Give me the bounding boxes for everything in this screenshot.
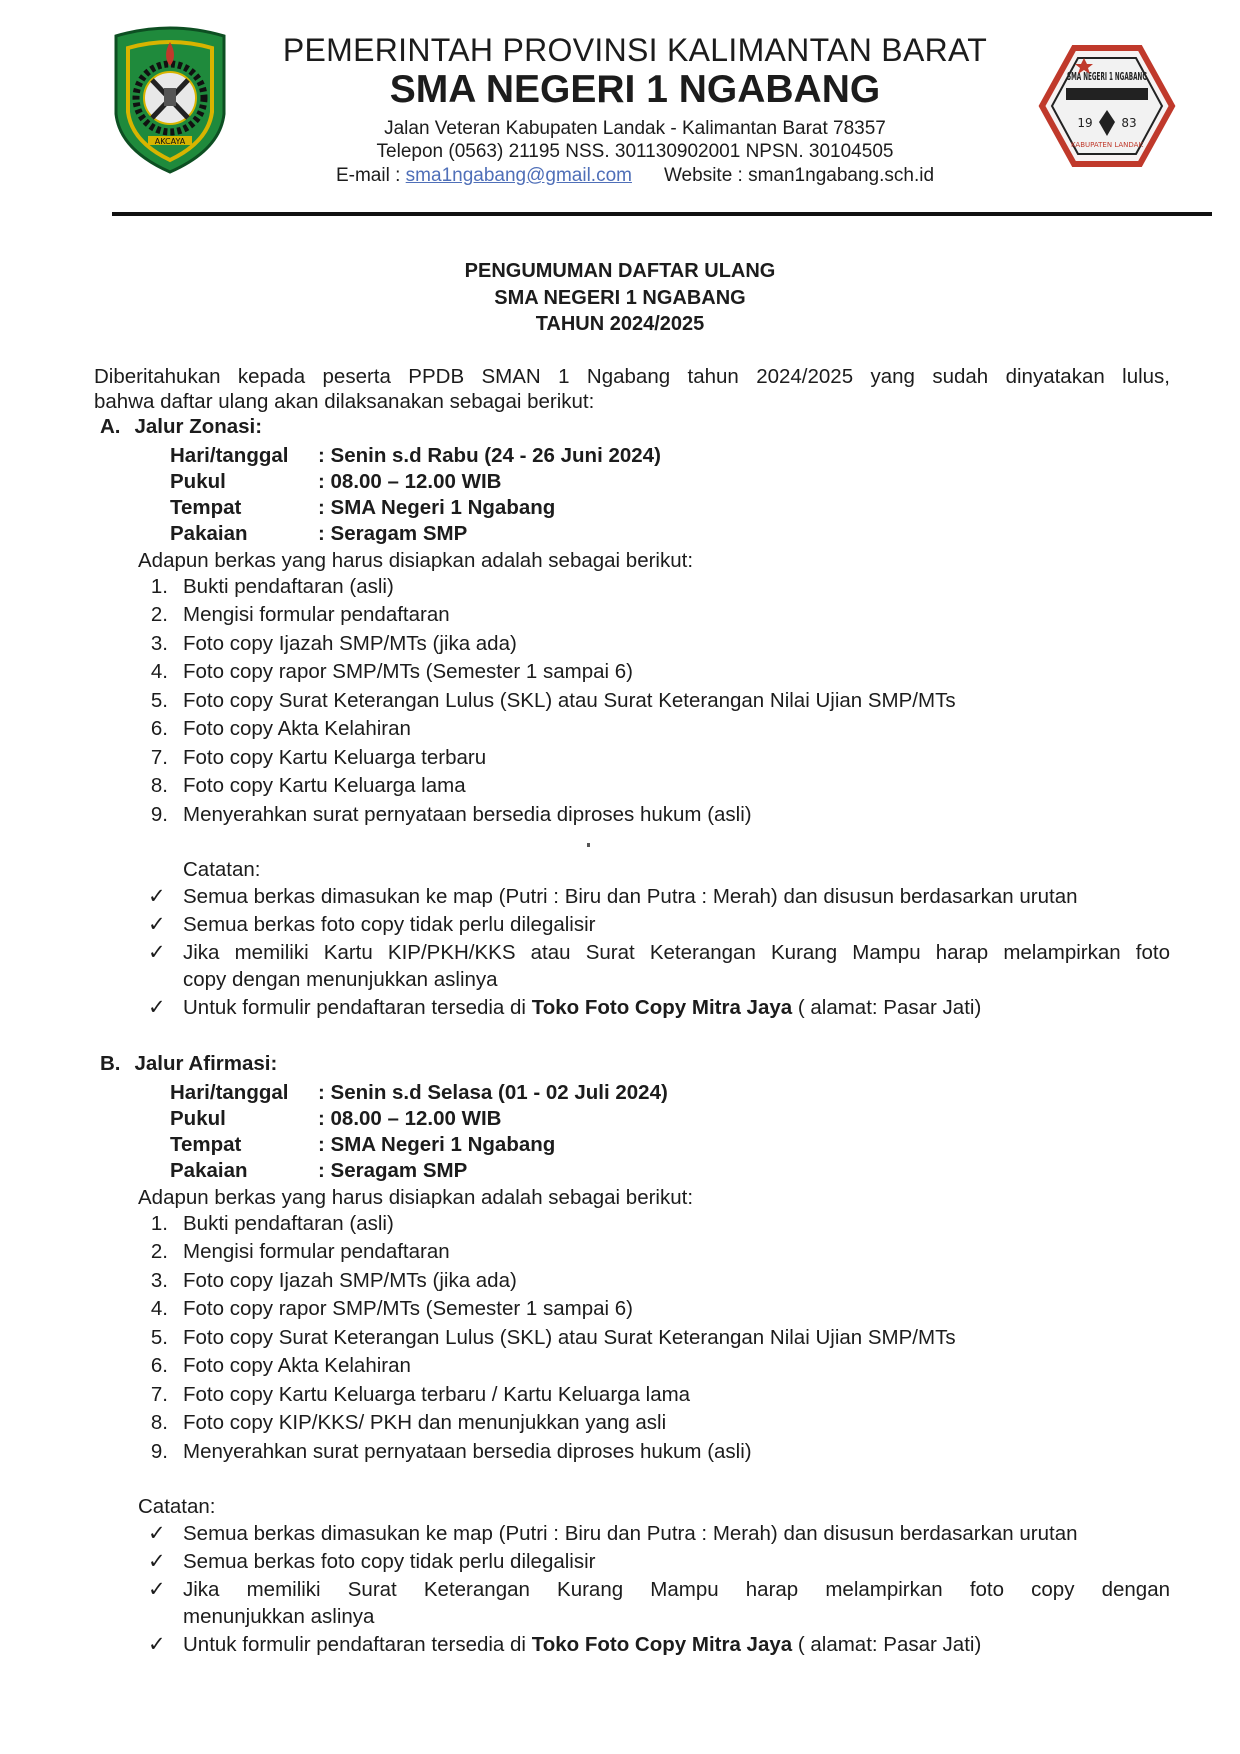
note-item-shop [183,1635,981,1656]
detail-key: Pakaian [170,522,248,545]
note-text: Untuk formulir pendaftaran tersedia di [183,996,532,1019]
checkmark-icon: ✓ [148,1550,166,1573]
detail-value: : Senin s.d Selasa (01 - 02 Juli 2024) [318,1081,668,1104]
note-item-line-2: copy dengan menunjukkan aslinya [183,968,498,991]
list-item: Mengisi formular pendaftaran [183,1240,450,1263]
list-item: Foto copy Kartu Keluarga lama [183,774,466,797]
checkmark-icon: ✓ [148,996,166,1019]
announcement-school: SMA NEGERI 1 NGABANG [494,287,746,309]
checkmark-icon: ✓ [148,913,166,936]
checkmark-icon: ✓ [148,885,166,908]
emblem-year-left: 19 [1077,116,1093,130]
list-number: 6. [150,1354,168,1377]
list-number: 8. [150,774,168,797]
detail-key: Tempat [170,496,242,519]
note-item-line-1: Jika memiliki Kartu KIP/PKH/KKS atau Surat Keterangan Kurang Mampu harap melampirkan foto [183,941,1170,964]
section-letter: A. [100,415,121,438]
scan-speck [587,843,590,847]
email-website-line [250,166,1020,185]
note-item-shop [183,998,981,1019]
list-item: Foto copy Akta Kelahiran [183,717,411,740]
list-item: Bukti pendaftaran (asli) [183,575,394,598]
notes-label: Catatan: [183,858,261,881]
list-item: Menyerahkan surat pernyataan bersedia diproses hukum (asli) [183,1440,752,1463]
provincial-emblem-logo [108,22,232,174]
list-number: 1. [150,1212,168,1235]
note-text: ( alamat: Pasar Jati) [792,1633,982,1656]
list-item: Mengisi formular pendaftaran [183,603,450,626]
note-item-line-1: Jika memiliki Surat Keterangan Kurang Mampu harap melampirkan foto copy dengan [183,1578,1170,1601]
list-number: 3. [150,632,168,655]
detail-key: Pukul [170,470,226,493]
list-item: Bukti pendaftaran (asli) [183,1212,394,1235]
section-letter: B. [100,1052,121,1075]
emblem-ribbon-text: KABUPATEN LANDAK [1070,141,1144,149]
note-text: ( alamat: Pasar Jati) [792,996,982,1019]
school-address: Jalan Veteran Kabupaten Landak - Kalimantan Barat 78357 [384,118,886,139]
website-text: Website : sman1ngabang.sch.id [663,165,935,186]
letterhead-divider [112,212,1212,216]
detail-value: : SMA Negeri 1 Ngabang [318,496,556,519]
list-item: Foto copy Surat Keterangan Lulus (SKL) atau Surat Keterangan Nilai Ujian SMP/MTs [183,1326,956,1349]
logo-motto: AKCAYA [154,137,186,146]
email-label: E-mail : [335,165,401,186]
list-item: Foto copy Kartu Keluarga terbaru [183,746,487,769]
list-item: Foto copy Kartu Keluarga terbaru / Kartu Keluarga lama [183,1383,691,1406]
list-number: 5. [150,1326,168,1349]
list-number: 2. [150,603,168,626]
list-number: 9. [150,803,168,826]
announcement-year: TAHUN 2024/2025 [535,313,705,335]
detail-value: : 08.00 – 12.00 WIB [318,1107,502,1130]
detail-key: Pukul [170,1107,226,1130]
email-link[interactable]: sma1ngabang@gmail.com [405,165,632,186]
detail-value: : 08.00 – 12.00 WIB [318,470,502,493]
detail-key: Pakaian [170,1159,248,1182]
list-item: Foto copy KIP/KKS/ PKH dan menunjukkan yang asli [183,1411,667,1434]
shop-name: Toko Foto Copy Mitra Jaya [531,996,793,1019]
list-item: Foto copy Ijazah SMP/MTs (jika ada) [183,632,517,655]
detail-value: : Seragam SMP [318,1159,468,1182]
list-number: 9. [150,1440,168,1463]
list-item: Foto copy Akta Kelahiran [183,1354,411,1377]
section-b-heading [100,1054,277,1075]
emblem-year-right: 83 [1121,116,1137,130]
note-text: Untuk formulir pendaftaran tersedia di [183,1633,532,1656]
emblem-lettering: SMA NEGERI 1 NGABANG [1067,70,1147,83]
notes-label: Catatan: [138,1495,216,1518]
list-item: Foto copy Surat Keterangan Lulus (SKL) atau Surat Keterangan Nilai Ujian SMP/MTs [183,689,956,712]
list-number: 8. [150,1411,168,1434]
checkmark-icon: ✓ [148,1633,166,1656]
detail-key: Hari/tanggal [170,444,289,467]
section-title: Jalur Afirmasi: [134,1052,278,1075]
detail-key: Hari/tanggal [170,1081,289,1104]
intro-line-1: Diberitahukan kepada peserta PPDB SMAN 1 Ngabang tahun 2024/2025 yang sudah dinyatakan lulus, [94,365,1170,388]
files-intro: Adapun berkas yang harus disiapkan adalah sebagai berikut: [138,1186,694,1209]
list-number: 4. [150,1297,168,1320]
list-item: Foto copy rapor SMP/MTs (Semester 1 sampai 6) [183,1297,634,1320]
checkmark-icon: ✓ [148,1578,166,1601]
list-number: 7. [150,746,168,769]
list-number: 6. [150,717,168,740]
hexagon-emblem-icon [1038,44,1176,168]
note-item: Semua berkas dimasukan ke map (Putri : Biru dan Putra : Merah) dan disusun berdasarkan urutan [183,885,1078,908]
detail-value: : Seragam SMP [318,522,468,545]
note-item: Semua berkas dimasukan ke map (Putri : Biru dan Putra : Merah) dan disusun berdasarkan urutan [183,1522,1078,1545]
detail-value: : Senin s.d Rabu (24 - 26 Juni 2024) [318,444,661,467]
files-intro: Adapun berkas yang harus disiapkan adalah sebagai berikut: [138,549,694,572]
detail-key: Tempat [170,1133,242,1156]
list-number: 1. [150,575,168,598]
note-item: Semua berkas foto copy tidak perlu dilegalisir [183,1550,596,1573]
note-item: Semua berkas foto copy tidak perlu dilegalisir [183,913,596,936]
list-number: 2. [150,1240,168,1263]
list-number: 4. [150,660,168,683]
intro-line-2: bahwa daftar ulang akan dilaksanakan sebagai berikut: [94,390,595,413]
list-number: 7. [150,1383,168,1406]
note-item-line-2: menunjukkan aslinya [183,1605,375,1628]
school-emblem-logo [1038,44,1176,168]
shield-icon [108,22,232,174]
school-contact: Telepon (0563) 21195 NSS. 301130902001 NPSN. 30104505 [376,141,894,162]
section-title: Jalur Zonasi: [134,415,263,438]
list-item: Menyerahkan surat pernyataan bersedia diproses hukum (asli) [183,803,752,826]
list-item: Foto copy rapor SMP/MTs (Semester 1 sampai 6) [183,660,634,683]
checkmark-icon: ✓ [148,1522,166,1545]
announcement-title: PENGUMUMAN DAFTAR ULANG [464,260,776,282]
list-item: Foto copy Ijazah SMP/MTs (jika ada) [183,1269,517,1292]
detail-value: : SMA Negeri 1 Ngabang [318,1133,556,1156]
checkmark-icon: ✓ [148,941,166,964]
section-a-heading [100,417,262,438]
list-number: 5. [150,689,168,712]
shop-name: Toko Foto Copy Mitra Jaya [531,1633,793,1656]
school-name: SMA NEGERI 1 NGABANG [389,68,881,111]
government-name: PEMERINTAH PROVINSI KALIMANTAN BARAT [282,32,988,68]
list-number: 3. [150,1269,168,1292]
